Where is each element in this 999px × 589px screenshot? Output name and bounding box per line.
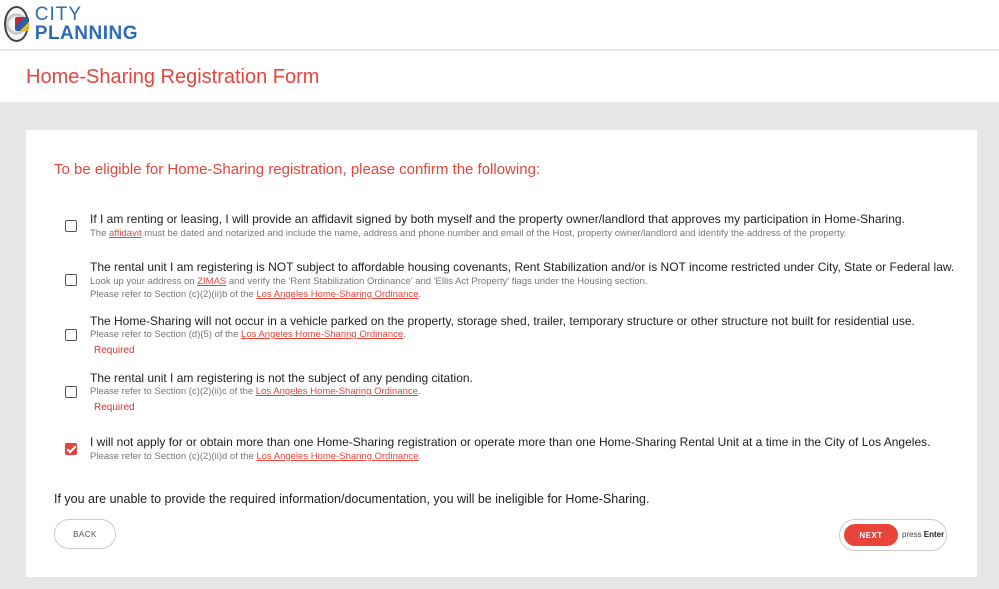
sub-text: Look up your address on [90, 276, 198, 287]
city-planning-logo[interactable] [0, 0, 138, 48]
item-sub-text [90, 451, 421, 462]
item-main-text: The Home-Sharing will not occur in a vehicle parked on the property, storage shed, trailer, temporary structure or other structure not built for residential use. [90, 314, 915, 328]
item-sub-text [90, 386, 421, 397]
sub-text: . [417, 386, 421, 397]
logo-city: CITY [34, 4, 83, 25]
item-main-text: The rental unit I am registering is NOT subject to affordable housing covenants, Rent Stabilization and/or is NOT income restricted under City, State or Federal law. [90, 260, 955, 274]
item-sub-text [90, 289, 421, 300]
zimas-link[interactable]: ZIMAS [197, 276, 227, 287]
sub-text: Please refer to Section (c)(2)(ii)b of the [90, 289, 257, 300]
sub-text: . [418, 289, 422, 300]
eligibility-card [26, 130, 977, 577]
ordinance-link[interactable]: Los Angeles Home-Sharing Ordinance [255, 386, 418, 397]
sub-text: must be dated and notarized and include the name, address and phone number and email of the Host, property owner/landlord and identify the address of the property. [141, 228, 847, 239]
ineligibility-note: If you are unable to provide the required information/documentation, you will be ineligible for Home-Sharing. [54, 492, 650, 506]
item-sub-text [90, 276, 648, 287]
logo-planning: PLANNING [34, 23, 138, 44]
vehicle-checkbox[interactable] [65, 329, 77, 341]
city-seal-icon [4, 6, 29, 42]
ordinance-link[interactable]: Los Angeles Home-Sharing Ordinance [241, 329, 404, 340]
item-main-text: If I am renting or leasing, I will provide an affidavit signed by both myself and the property owner/landlord that approves my participation in Home-Sharing. [90, 212, 905, 226]
intro-heading: To be eligible for Home-Sharing registration, please confirm the following: [54, 161, 541, 178]
affordable-housing-checkbox[interactable] [65, 274, 77, 286]
single-registration-checkbox[interactable] [65, 443, 77, 455]
item-sub-text [90, 329, 406, 340]
affidavit-checkbox[interactable] [65, 220, 77, 232]
sub-text: Please refer to Section (d)(5) of the [90, 329, 242, 340]
title-bar [0, 51, 999, 102]
required-label: Required [94, 402, 135, 413]
sub-text: . [418, 451, 422, 462]
ordinance-link[interactable]: Los Angeles Home-Sharing Ordinance [256, 451, 419, 462]
next-button[interactable]: NEXT [844, 524, 898, 546]
back-button[interactable]: BACK [54, 519, 116, 549]
logo-text [35, 5, 138, 43]
sub-text: Please refer to Section (c)(2)(ii)d of the [90, 451, 257, 462]
required-label: Required [94, 345, 135, 356]
sub-text: . [403, 329, 406, 340]
sub-text: and verify the 'Rent Stabilization Ordinance' and 'Ellis Act Property' flags under the Housing section. [226, 276, 648, 287]
sub-text: Please refer to Section (c)(2)(ii)c of the [90, 386, 256, 397]
item-sub-text [90, 228, 846, 239]
press-key: Enter [923, 530, 945, 539]
item-main-text: I will not apply for or obtain more than one Home-Sharing registration or operate more than one Home-Sharing Rental Unit at a time in the City of Los Angeles. [90, 435, 931, 449]
next-button-group [839, 519, 947, 551]
press-prefix: press [902, 530, 924, 539]
affidavit-link[interactable]: affidavit [109, 228, 142, 239]
citation-checkbox[interactable] [65, 386, 77, 398]
press-enter-hint [902, 530, 944, 539]
item-main-text: The rental unit I am registering is not the subject of any pending citation. [90, 371, 473, 385]
sub-text: The [90, 228, 110, 239]
top-header [0, 0, 999, 50]
ordinance-link[interactable]: Los Angeles Home-Sharing Ordinance [256, 289, 419, 300]
page-title: Home-Sharing Registration Form [26, 66, 320, 88]
